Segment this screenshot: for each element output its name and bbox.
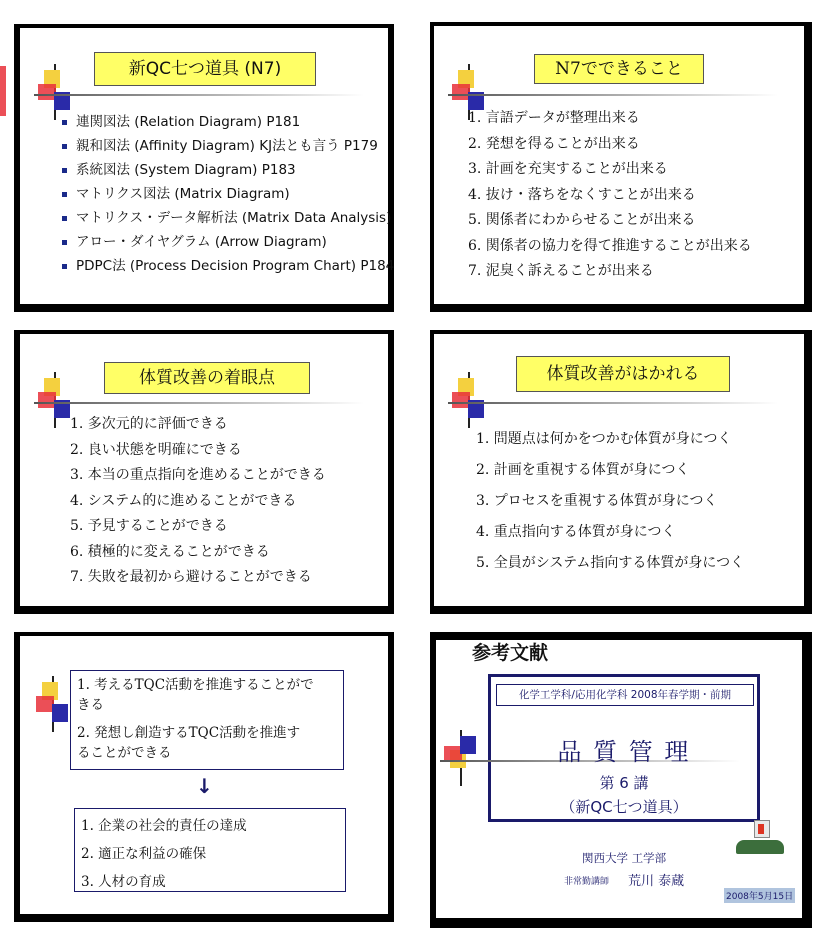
activity-item-2-line-2: ることができる: [77, 745, 172, 761]
slide-3: [20, 334, 388, 606]
list-item: 3. プロセスを重視する体質が身につく: [476, 493, 718, 509]
references-heading: 参考文献: [472, 642, 549, 664]
list-item: 3. 本当の重点指向を進めることができる: [70, 467, 326, 483]
activity-item-1-line-1: 1. 考えるTQC活動を推進することがで: [77, 677, 314, 693]
role-label: 非常勤講師: [564, 877, 610, 887]
list-item: アロー・ダイヤグラム (Arrow Diagram): [62, 230, 394, 254]
slide-3-title: 体質改善の着眼点: [104, 362, 310, 394]
list-item: 2. 発想を得ることが出来る: [468, 135, 640, 152]
lecture-number: 第 6 講: [599, 774, 649, 792]
list-item: 2. 適正な利益の確保: [81, 846, 207, 862]
list-item: PDPC法 (Process Decision Program Chart) P184: [62, 254, 394, 278]
main-title: 品 質 管 理: [557, 738, 691, 766]
list-item: 3. 人材の育成: [81, 874, 166, 890]
slide-5: [20, 636, 388, 914]
list-item: 1. 問題点は何かをつかむ体質が身につく: [476, 431, 732, 447]
university-label: 関西大学 工学部: [582, 851, 667, 865]
slide-1-title: 新QC七つ道具 (N7): [94, 52, 316, 86]
down-arrow-icon: ↓: [196, 774, 213, 798]
list-item: 2. 良い状態を明確にできる: [70, 441, 242, 458]
list-item: 4. 抜け・落ちをなくすことが出来る: [468, 186, 696, 203]
list-item: 4. 重点指向する体質が身につく: [476, 524, 676, 540]
slide-4-list: [476, 424, 744, 579]
list-item: 系統図法 (System Diagram) P183: [62, 158, 394, 182]
list-item: 4. システム的に進めることができる: [70, 492, 297, 509]
slide-2-list: [468, 106, 752, 285]
lecture-subtitle: （新QC七つ道具）: [560, 798, 688, 816]
slide-2: [434, 26, 804, 304]
list-item: 2. 計画を重視する体質が身につく: [476, 462, 690, 478]
list-item: 1. 多次元的に評価できる: [70, 416, 228, 432]
activity-item-1-line-2: きる: [77, 697, 104, 713]
list-item: 7. 泥臭く訴えることが出来る: [468, 263, 654, 279]
list-item: 6. 積極的に変えることができる: [70, 543, 270, 560]
list-item: マトリクス・データ解析法 (Matrix Data Analysis): [62, 206, 394, 230]
slide-1-list: [62, 110, 394, 278]
slide-3-list: [70, 412, 326, 591]
course-label: 化学工学科/応用化学科 2008年春学期・前期: [496, 684, 754, 706]
slide-6: [436, 640, 802, 918]
list-item: 1. 企業の社会的責任の達成: [81, 818, 247, 834]
activity-item-2-line-1: 2. 発想し創造するTQC活動を推進す: [77, 725, 301, 741]
list-item: 5. 全員がシステム指向する体質が身につく: [476, 555, 745, 571]
date-label: 2008年5月15日: [724, 888, 795, 903]
slide-4: [434, 334, 804, 606]
list-item: 5. 関係者にわからせることが出来る: [468, 212, 696, 228]
list-item: 5. 予見することができる: [70, 518, 228, 534]
result-box: [74, 808, 346, 892]
list-item: 6. 関係者の協力を得て推進することが出来る: [468, 237, 752, 254]
list-item: 1. 言語データが整理出来る: [468, 110, 640, 126]
list-item: 3. 計画を充実することが出来る: [468, 161, 668, 177]
activity-box: [70, 670, 344, 770]
list-item: 7. 失敗を最初から避けることができる: [70, 569, 312, 585]
list-item: 親和図法 (Affinity Diagram) KJ法とも言う P179: [62, 134, 394, 158]
presenter-icon: [736, 820, 786, 856]
slide-4-title: 体質改善がはかれる: [516, 356, 730, 392]
presenter-name: 荒川 泰蔵: [628, 874, 685, 889]
slide-decoration-icon: [444, 736, 484, 796]
list-item: 連関図法 (Relation Diagram) P181: [62, 110, 394, 134]
slide-2-title: N7でできること: [534, 54, 704, 84]
slide-1: [20, 28, 395, 304]
list-item: マトリクス図法 (Matrix Diagram): [62, 182, 394, 206]
edge-mark: [0, 66, 6, 116]
